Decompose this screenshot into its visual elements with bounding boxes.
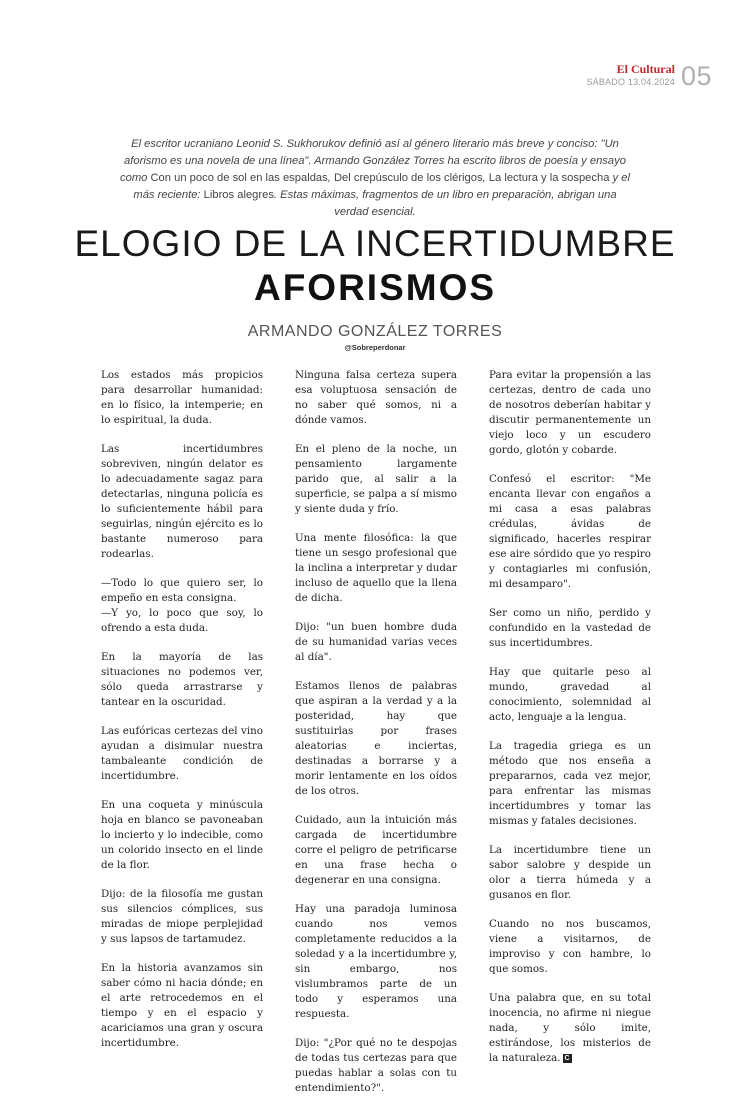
author-name: ARMANDO GONZÁLEZ TORRES xyxy=(247,323,503,340)
author-handle: @Sobreperdonar xyxy=(344,343,406,352)
intro-book-1: Con un poco de sol en las espaldas xyxy=(150,172,328,184)
aphorism: La incertidumbre tiene un sabor salobre y despide un olor a tierra húmeda y a gusanos en flor. xyxy=(489,844,651,901)
aphorism: Una mente filosófica: la que tiene un sesgo profesional que la inclina a interpretar y dudar incluso de aquello que la llena de dicha. xyxy=(295,532,457,604)
intro-book-2: Del crepúsculo de los clérigos xyxy=(333,172,483,184)
intro-sep-1: , xyxy=(327,172,334,184)
intro-sep-2: , xyxy=(482,172,489,184)
aphorism: Estamos llenos de palabras que aspiran a la verdad y a la posteridad, hay que sustituirlas por frases aleatorias e inciertas, destinadas a borrarse y a morir lentamente en los oídos de los otros. xyxy=(295,680,457,797)
aphorism: Las eufóricas certezas del vino ayudan a disimular nuestra tambaleante condición de incertidumbre. xyxy=(101,725,263,782)
magazine-brand: El Cultural xyxy=(616,62,675,76)
aphorism: Ninguna falsa certeza supera esa voluptuosa sensación de no saber qué somos, ni a dónde vamos. xyxy=(295,369,457,426)
aphorism: La tragedia griega es un método que nos enseña a prepararnos, cada vez mejor, para enfrentar las mismas incertidumbres y tomar las mismas y fatales decisiones. xyxy=(489,740,651,827)
end-mark-icon: C xyxy=(564,1054,570,1062)
aphorism: En la mayoría de las situaciones no podemos ver, sólo queda arrastrarse y tantear en la oscuridad. xyxy=(101,651,263,708)
aphorism: Confesó el escritor: "Me encanta llevar con engaños a mi casa a esas palabras crédulas, ávidas de significado, hacerles respirar ese aire sórdido que yo respiro y contagiarles mi confusión, mi desamparo". xyxy=(489,473,652,590)
last-aphorism xyxy=(489,991,651,1066)
aphorism: —Todo lo que quiero ser, lo empeño en esta consigna. xyxy=(101,577,263,604)
aphorism: En la historia avanzamos sin saber cómo ni hacia dónde; en el arte retrocedemos en el tiempo y en el espacio y acariciamos una gran y oscura incertidumbre. xyxy=(101,962,263,1049)
aphorism: Cuidado, aun la intuición más cargada de incertidumbre corre el peligro de petrificarse en una frase hecha o degenerar en una consigna. xyxy=(295,814,457,886)
text-column-1 xyxy=(101,368,263,1065)
page-header xyxy=(586,62,712,90)
aphorism: Cuando no nos buscamos, viene a visitarnos, de improviso y con hambre, lo que somos. xyxy=(489,918,651,975)
aphorism: En una coqueta y minúscula hoja en blanco se pavoneaban lo incierto y lo indecible, como un colorido insecto en el linde de la flor. xyxy=(101,799,263,871)
text-column-3 xyxy=(489,368,651,1080)
aphorism: Los estados más propicios para desarrollar humanidad: en lo físico, la intemperie; en lo espiritual, la duda. xyxy=(101,369,263,426)
aphorism: Para evitar la propensión a las certezas, dentro de cada uno de nosotros deberían habitar y discutir permanentemente un viejo loco y un escudero gordo, glotón y cobarde. xyxy=(489,369,651,456)
intro-text-2: y el más reciente: xyxy=(133,172,630,201)
header-meta xyxy=(586,62,674,88)
page-number: 05 xyxy=(680,61,712,91)
aphorism: Las incertidumbres sobreviven, ningún delator es lo adecuadamente sagaz para detectarlas, ninguna policía es lo suficientemente hábil para seguirlas, ningún ejército es lo bastante numeroso para rodearlas. xyxy=(101,443,263,560)
intro-paragraph xyxy=(120,136,630,221)
intro-text-3: . Estas máximas, fragmentos de un libro en preparación, abrigan una verdad esencial. xyxy=(273,189,617,218)
aphorism: Ser como un niño, perdido y confundido en la vastedad de sus incertidumbres. xyxy=(489,607,651,649)
article-title: ELOGIO DE LA INCERTIDUMBRE xyxy=(74,223,676,264)
text-column-2 xyxy=(295,368,457,1110)
aphorism: En el pleno de la noche, un pensamiento largamente parido que, al salir a la superficie, se palpa a sí mismo y siente duda y frío. xyxy=(295,443,457,515)
aphorism: Dijo: "un buen hombre duda de su humanidad varias veces al día". xyxy=(295,621,457,663)
aphorism: Dijo: de la filosofía me gustan sus silencios cómplices, sus miradas de miope perplejidad y sus lapsos de tartamudez. xyxy=(101,888,263,945)
intro-book-4: Libros alegres xyxy=(203,189,274,201)
aphorism: Hay una paradoja luminosa cuando nos vemos completamente reducidos a la soledad y a la incertidumbre y, sin embargo, nos vislumbramos parte de un todo y esperamos una respuesta. xyxy=(295,903,457,1020)
issue-date: SÁBADO 13.04.2024 xyxy=(586,77,675,87)
intro-text-1: El escritor ucraniano Leonid S. Sukhorukov definió así al género literario más breve y conciso: "Un aforismo es una novela de una línea". Armando González Torres ha escrito libros de poesía y ensayo como xyxy=(120,138,626,184)
aphorism: —Y yo, lo poco que soy, lo ofrendo a esta duda. xyxy=(101,607,263,634)
article-subtitle: AFORISMOS xyxy=(253,267,497,308)
intro-book-3: La lectura y la sospecha xyxy=(488,172,610,184)
aphorism-text: Una palabra que, en su total inocencia, no afirme ni niegue nada, y sólo imite, estirándose, los misterios de la naturaleza. xyxy=(489,992,651,1064)
aphorism: Dijo: "¿Por qué no te despojas de todas tus certezas para que puedas hablar a solas con tu entendimiento?". xyxy=(295,1037,457,1094)
aphorism: Hay que quitarle peso al mundo, gravedad al conocimiento, solemnidad al acto, lenguaje a la lengua. xyxy=(489,666,651,723)
